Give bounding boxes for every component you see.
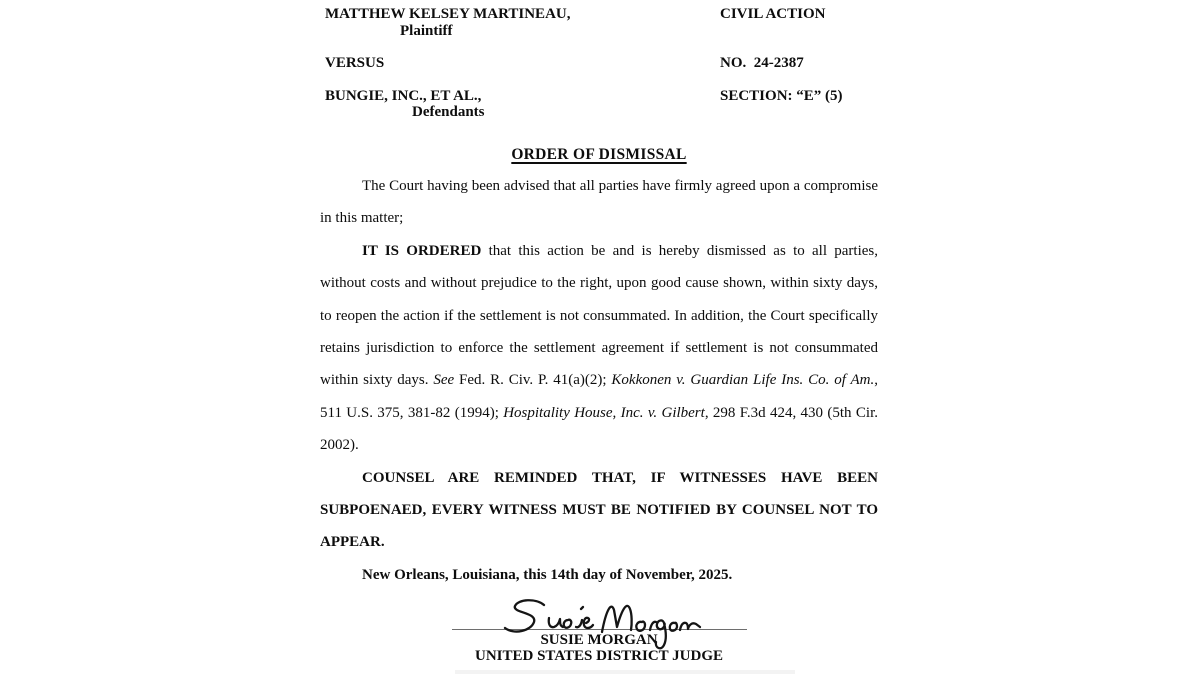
caption-plaintiff-role: Plaintiff <box>400 23 453 39</box>
text-run: See <box>433 372 455 389</box>
text-run: Fed. R. Civ. P. 41(a)(2); <box>454 372 612 389</box>
text-run: , 511 U.S. 375, 381-82 (1994); <box>320 372 878 421</box>
text-run: The Court having been advised that all parties have firmly agreed upon a compromise in this matter; <box>320 178 878 227</box>
judge-printed-name: SUSIE MORGAN <box>540 632 658 648</box>
judge-title: UNITED STATES DISTRICT JUDGE <box>475 648 723 664</box>
caption-plaintiff-name: MATTHEW KELSEY MARTINEAU, <box>325 6 571 22</box>
order-body <box>320 170 878 591</box>
caption-defendant-role: Defendants <box>412 104 485 120</box>
text-run: New Orleans, Louisiana, this 14th day of November, 2025. <box>362 566 733 583</box>
caption-section: SECTION: “E” (5) <box>720 88 843 104</box>
page-cutoff-artifact <box>455 670 795 674</box>
paragraph-date-line <box>320 559 878 591</box>
text-run: Hospitality House, Inc. v. Gilbert <box>503 404 705 421</box>
caption-civil-action: CIVIL ACTION <box>720 6 826 22</box>
caption-versus: VERSUS <box>325 55 385 71</box>
caption-case-number: NO. 24-2387 <box>720 55 804 71</box>
paragraph-compromise <box>320 170 878 235</box>
text-run: , 298 F.3d 424, 430 (5th Cir. 2002). <box>320 404 878 454</box>
paragraph-counsel-reminder <box>320 462 878 559</box>
order-title: ORDER OF DISMISSAL <box>511 146 687 163</box>
text-run: IT IS ORDERED <box>362 242 482 259</box>
caption-defendant-name: BUNGIE, INC., ET AL., <box>325 88 482 104</box>
text-run: Kokkonen v. Guardian Life Ins. Co. of Am. <box>611 372 875 389</box>
text-run: COUNSEL ARE REMINDED THAT, IF WITNESSES HAVE BEEN SUBPOENAED, EVERY WITNESS MUST BE NOTIFIED BY COUNSEL NOT TO APPEAR. <box>320 469 878 551</box>
text-run: that this action be and is hereby dismissed as to all parties, without costs and without prejudice to the right, upon good cause shown, within sixty days, to reopen the action if the settlement is not consummated. In addition, the Court specifically retains jurisdiction to enforce the settlement agreement if settlement is not consummated within sixty days. <box>320 242 878 389</box>
document-content <box>320 0 878 675</box>
paragraph-it-is-ordered <box>320 235 878 462</box>
judge-signature-script <box>502 596 702 658</box>
